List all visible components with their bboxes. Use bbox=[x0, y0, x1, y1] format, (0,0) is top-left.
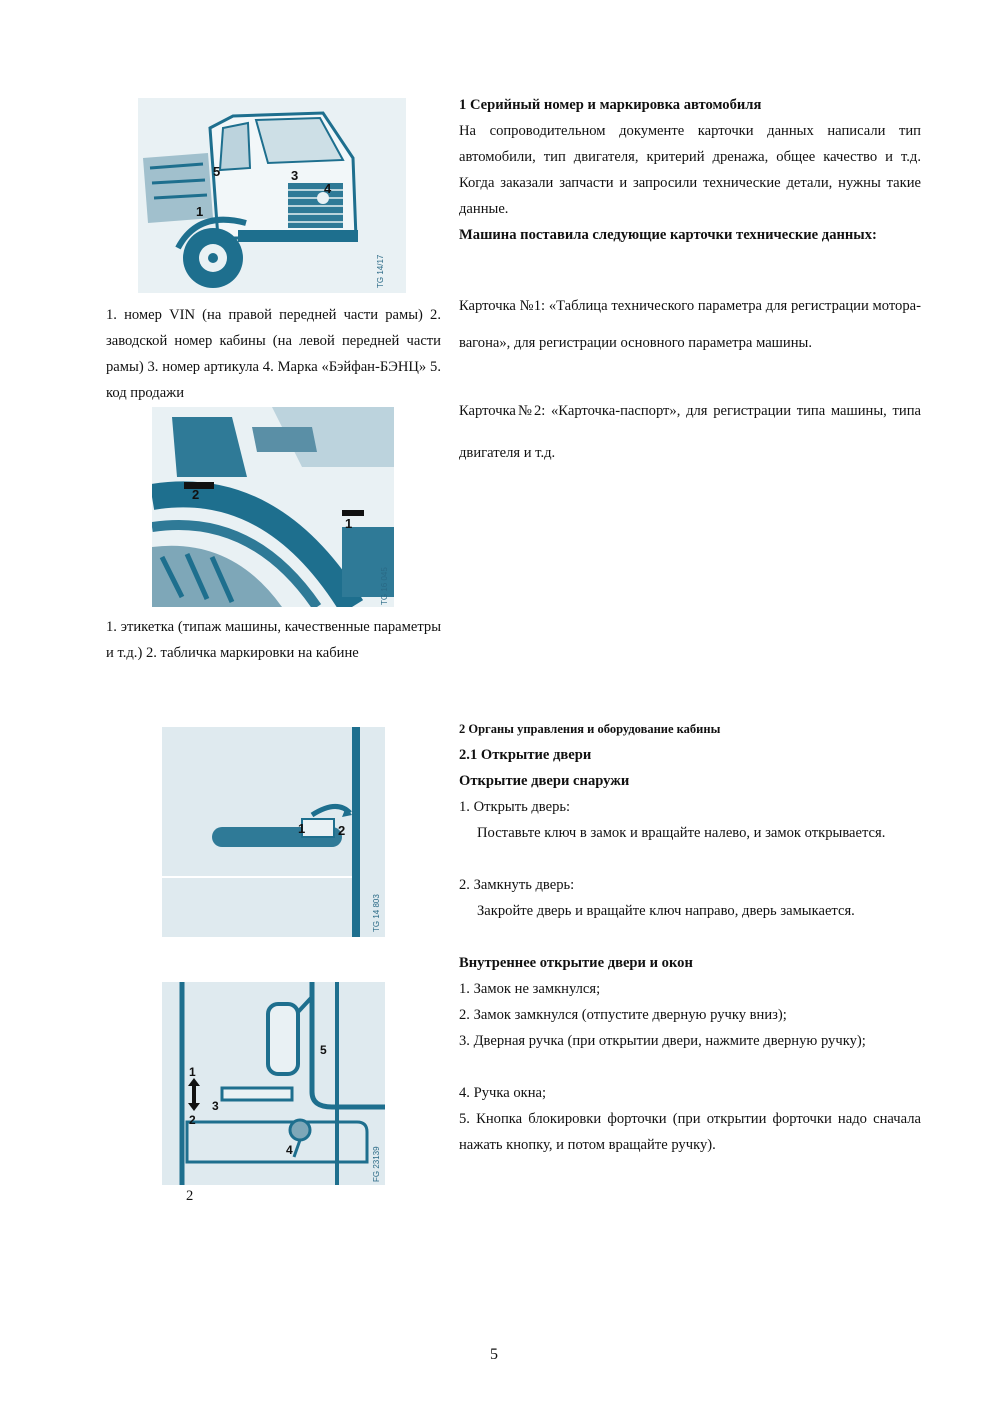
step1-detail: Поставьте ключ в замок и вращайте налево, и замок открывается. bbox=[477, 825, 886, 841]
list-item: 2. Замок замкнулся (отпустите дверную ручку вниз); bbox=[459, 1007, 787, 1023]
section2-subheading: 2.1 Открытие двери bbox=[459, 747, 592, 763]
list-item: 4. Ручка окна; bbox=[459, 1085, 547, 1101]
handle-label-1: 1 bbox=[298, 821, 306, 836]
list-item: 3. Дверная ручка (при открытии двери, нажмите дверную ручку); bbox=[459, 1033, 866, 1049]
step2-detail: Закройте дверь и вращайте ключ направо, дверь замыкается. bbox=[477, 903, 855, 919]
figure1-caption: 1. номер VIN (на правой передней части рамы) 2. заводской номер кабины (на левой передней части рамы) 3. номер артикула 4. Марка «Бэйфан-БЭНЦ» 5. код продажи bbox=[106, 307, 441, 401]
handle-label-2: 2 bbox=[338, 823, 346, 838]
truck-label-4: 4 bbox=[324, 181, 332, 196]
door-label-4: 4 bbox=[286, 1143, 293, 1157]
figure-tag: TG 16 045 bbox=[380, 567, 389, 605]
card2-text: Карточка№2: «Карточка-паспорт», для регистрации типа машины, типа двигателя и т.д. bbox=[459, 403, 921, 461]
truck-label-1: 1 bbox=[196, 204, 204, 219]
arch-label-1: 1 bbox=[345, 516, 353, 531]
door-label-1: 1 bbox=[189, 1065, 196, 1079]
figure4-caption-number: 2 bbox=[186, 1188, 194, 1204]
list-item: 5. Кнопка блокировки форточки (при открытии форточки надо сначала нажать кнопку, и потом вращайте ручку). bbox=[459, 1111, 921, 1153]
step2: 2. Замкнуть дверь: bbox=[459, 877, 575, 893]
truck-figure bbox=[138, 98, 406, 293]
truck-label-3: 3 bbox=[291, 168, 299, 183]
figure-tag: TG 14 803 bbox=[372, 894, 381, 932]
figure-tag: TG 14/17 bbox=[376, 254, 385, 288]
door-label-5: 5 bbox=[320, 1043, 327, 1057]
figure-tag: FG 23139 bbox=[372, 1146, 381, 1182]
outside-heading: Открытие двери снаружи bbox=[459, 773, 630, 789]
section1-bold-para: Машина поставила следующие карточки технические данных: bbox=[459, 227, 877, 243]
figure2-caption: 1. этикетка (типаж машины, качественные параметры и т.д.) 2. табличка маркировки на кабине bbox=[106, 619, 441, 661]
section1-heading: 1 Серийный номер и маркировка автомобиля bbox=[459, 97, 762, 113]
outside-handle-figure bbox=[162, 727, 385, 937]
door-label-3: 3 bbox=[212, 1099, 219, 1113]
section1-para: На сопроводительном документе карточки данных написали тип автомобили, тип двигателя, критерий дренажа, общее качество и т.д. Когда заказали запчасти и запросили технические детали, нужны такие данные. bbox=[459, 123, 921, 217]
section2-heading: 2 Органы управления и оборудование кабины bbox=[459, 722, 721, 736]
page-number: 5 bbox=[490, 1346, 498, 1363]
wheel-arch-figure bbox=[152, 407, 394, 607]
arch-label-2: 2 bbox=[192, 487, 200, 502]
inside-door-figure bbox=[162, 982, 385, 1185]
list-item: 1. Замок не замкнулся; bbox=[459, 981, 601, 997]
inside-heading: Внутреннее открытие двери и окон bbox=[459, 955, 693, 971]
step1: 1. Открыть дверь: bbox=[459, 799, 571, 815]
card1-text: Карточка №1: «Таблица технического параметра для регистрации мотора-вагона», для регистрации основного параметра машины. bbox=[459, 298, 921, 351]
door-label-2: 2 bbox=[189, 1113, 196, 1127]
truck-label-5: 5 bbox=[213, 164, 221, 179]
